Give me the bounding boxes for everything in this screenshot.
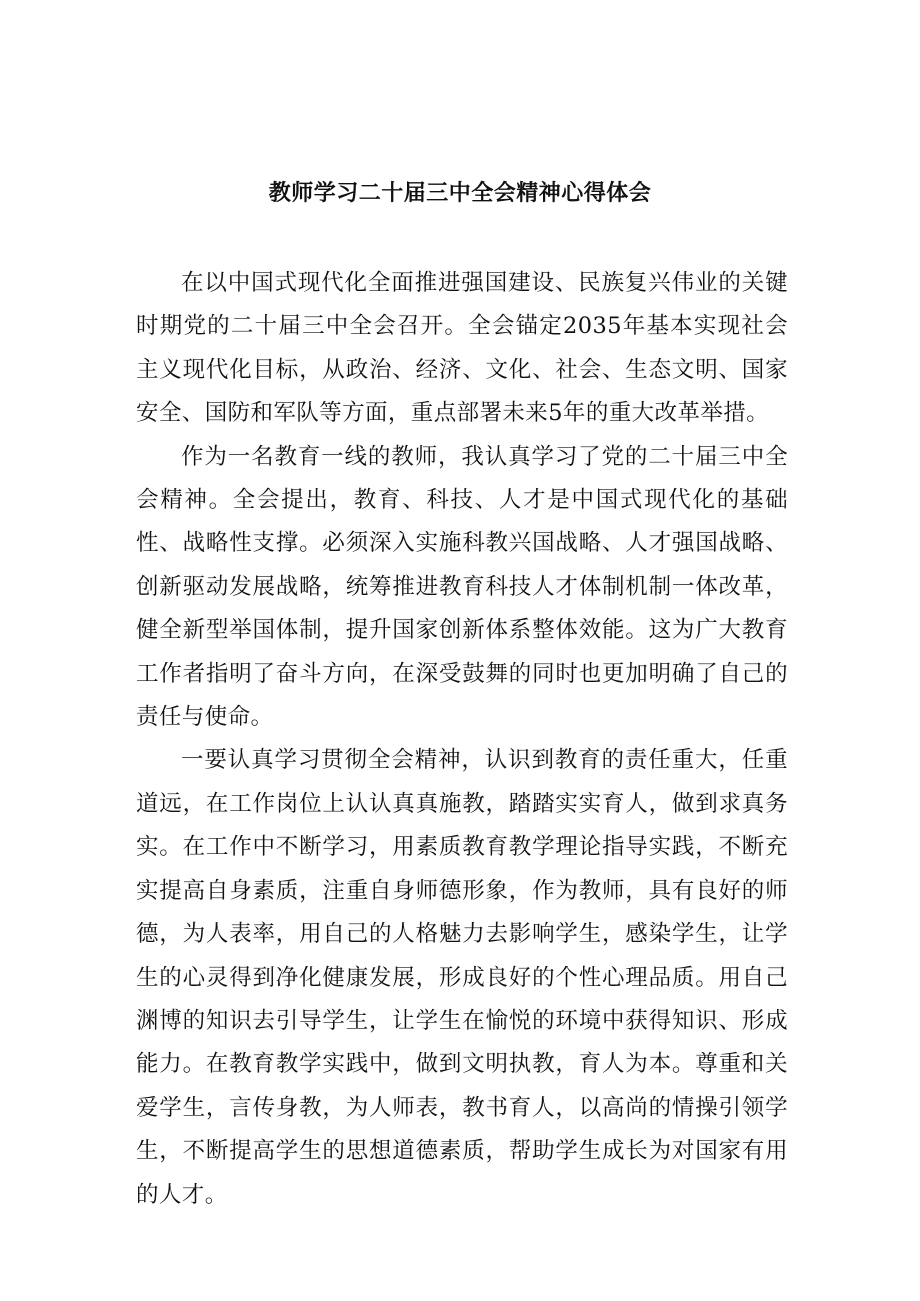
paragraph-1: 在以中国式现代化全面推进强国建设、民族复兴伟业的关键时期党的二十届三中全会召开。全会锚定2035年基本实现社会主义现代化目标，从政治、经济、文化、社会、生态文明、国家安全、国防和军队等方面，重点部署未来5年的重大改革举措。 bbox=[136, 270, 788, 427]
paragraph-3: 一要认真学习贯彻全会精神，认识到教育的责任重大，任重道远，在工作岗位上认认真真施教，踏踏实实育人，做到求真务实。在工作中不断学习，用素质教育教学理论指导实践，不断充实提高自身素质，注重自身师德形象，作为教师，具有良好的师德，为人表率，用自己的人格魅力去影响学生，感染学生，让学生的心灵得到净化健康发展，形成良好的个性心理品质。用自己渊博的知识去引导学生，让学生在愉悦的环境中获得知识、形成能力。在教育教学实践中，做到文明执教，育人为本。尊重和关爱学生，言传身教，为人师表，教书育人，以高尚的情操引领学生，不断提高学生的思想道德素质，帮助学生成长为对国家有用的人才。 bbox=[136, 747, 788, 1208]
document-body bbox=[136, 262, 788, 1217]
document-title: 教师学习二十届三中全会精神心得体会 bbox=[268, 181, 652, 206]
paragraph-2: 作为一名教育一线的教师，我认真学习了党的二十届三中全会精神。全会提出，教育、科技、人才是中国式现代化的基础性、战略性支撑。必须深入实施科教兴国战略、人才强国战略、创新驱动发展战略，统筹推进教育科技人才体制机制一体改革，健全新型举国体制，提升国家创新体系整体效能。这为广大教育工作者指明了奋斗方向，在深受鼓舞的同时也更加明确了自己的责任与使命。 bbox=[136, 443, 788, 731]
